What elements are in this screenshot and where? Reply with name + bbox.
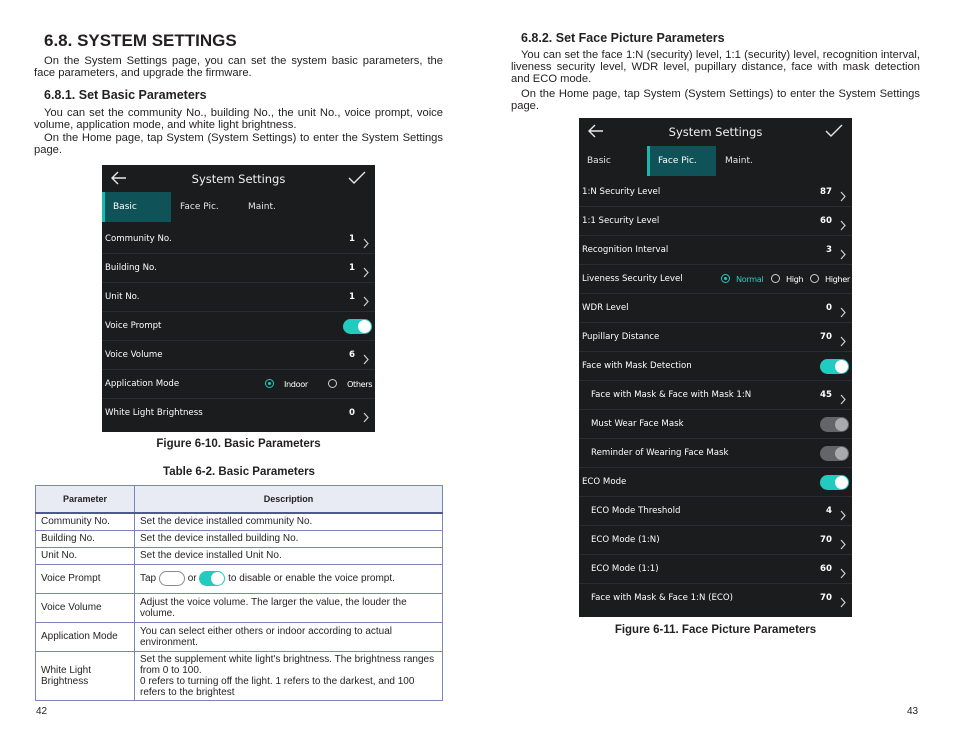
tab-face-pic[interactable]: Face Pic. [180, 202, 219, 212]
row-liveness-security-level: Liveness Security Level Normal High Higher [579, 265, 852, 294]
tab-maint[interactable]: Maint. [725, 156, 753, 166]
row-face-with-mask-detection: Face with Mask Detection [579, 352, 852, 381]
chevron-right-icon [362, 350, 370, 369]
radio-others[interactable] [328, 379, 337, 388]
table-row: Voice Volume Adjust the voice volume. The larger the value, the louder the volume. [36, 593, 443, 622]
toggle-on-icon [199, 571, 225, 586]
chevron-right-icon [839, 332, 847, 351]
chevron-right-icon [362, 234, 370, 253]
row-wdr-level[interactable]: WDR Level 0 [579, 294, 852, 323]
row-face-mask-1n-eco[interactable]: Face with Mask & Face 1:N (ECO) 70 [579, 584, 852, 613]
row-reminder-wearing-mask: Reminder of Wearing Face Mask [579, 439, 852, 468]
row-pupillary-distance[interactable]: Pupillary Distance 70 [579, 323, 852, 352]
radio-higher[interactable] [810, 274, 819, 283]
chevron-right-icon [839, 216, 847, 235]
table-row: Community No. Set the device installed community No. [36, 513, 443, 530]
tab-basic[interactable]: Basic [587, 156, 611, 166]
intro-paragraph: On the System Settings page, you can set the system basic parameters, the face parameters, and upgrade the firmware. [34, 55, 443, 79]
paragraph-basic-1: You can set the community No., building No., the unit No., voice prompt, voice volume, application mode, and white light brightness. [34, 107, 443, 131]
face-mask-detection-toggle[interactable] [820, 359, 849, 374]
page-number-left: 42 [36, 706, 48, 717]
tab-face-pic[interactable]: Face Pic. [647, 146, 716, 176]
radio-high[interactable] [771, 274, 780, 283]
row-eco-mode-1n[interactable]: ECO Mode (1:N) 70 [579, 526, 852, 555]
checkmark-icon[interactable] [347, 170, 367, 190]
table-row: Application Mode You can select either others or indoor according to actual environment. [36, 622, 443, 651]
chevron-right-icon [839, 303, 847, 322]
row-unit-no[interactable]: Unit No. 1 [102, 283, 375, 312]
radio-indoor[interactable] [265, 379, 274, 388]
row-community-no[interactable]: Community No. 1 [102, 225, 375, 254]
subsection-heading: 6.8.1. Set Basic Parameters [44, 88, 207, 102]
row-building-no[interactable]: Building No. 1 [102, 254, 375, 283]
chevron-right-icon [839, 245, 847, 264]
voice-prompt-toggle[interactable] [343, 319, 372, 334]
row-eco-mode-threshold[interactable]: ECO Mode Threshold 4 [579, 497, 852, 526]
radio-normal[interactable] [721, 274, 730, 283]
row-eco-mode-11[interactable]: ECO Mode (1:1) 60 [579, 555, 852, 584]
basic-settings-screen [102, 165, 375, 432]
column-header-description: Description [135, 486, 443, 514]
paragraph-basic-2: On the Home page, tap System (System Settings) to enter the System Settings page. [34, 132, 443, 156]
section-heading: 6.8. SYSTEM SETTINGS [44, 31, 237, 50]
chevron-right-icon [839, 535, 847, 554]
chevron-right-icon [362, 263, 370, 282]
must-wear-mask-toggle[interactable] [820, 417, 849, 432]
screen-header [102, 165, 375, 195]
screen-header [579, 118, 852, 148]
chevron-right-icon [839, 187, 847, 206]
checkmark-icon[interactable] [824, 123, 844, 143]
row-recognition-interval[interactable]: Recognition Interval 3 [579, 236, 852, 265]
row-1n-security-level[interactable]: 1:N Security Level 87 [579, 178, 852, 207]
table-row: Voice Prompt Tap or to disable or enable the voice prompt. [36, 564, 443, 593]
chevron-right-icon [839, 390, 847, 409]
row-11-security-level[interactable]: 1:1 Security Level 60 [579, 207, 852, 236]
subsection-heading-face: 6.8.2. Set Face Picture Parameters [521, 31, 725, 45]
toggle-off-icon [159, 571, 185, 586]
basic-parameters-table [35, 485, 443, 701]
paragraph-face-2: On the Home page, tap System (System Settings) to enter the System Settings page. [511, 88, 920, 112]
eco-mode-toggle[interactable] [820, 475, 849, 490]
row-must-wear-face-mask: Must Wear Face Mask [579, 410, 852, 439]
face-picture-settings-screen [579, 118, 852, 617]
chevron-right-icon [362, 408, 370, 427]
tab-maint[interactable]: Maint. [248, 202, 276, 212]
screen-title: System Settings [668, 125, 763, 139]
paragraph-face-1: You can set the face 1:N (security) level, 1:1 (security) level, recognition interval, liveness security level, WDR level, pupillary distance, face with mask detection and ECO mode. [511, 49, 920, 85]
tab-basic[interactable]: Basic [102, 192, 171, 222]
chevron-right-icon [839, 506, 847, 525]
row-eco-mode: ECO Mode [579, 468, 852, 497]
table-row: Building No. Set the device installed building No. [36, 530, 443, 547]
row-face-mask-1n[interactable]: Face with Mask & Face with Mask 1:N 45 [579, 381, 852, 410]
table-caption: Table 6-2. Basic Parameters [163, 466, 315, 478]
tab-bar [102, 192, 375, 222]
row-voice-prompt: Voice Prompt [102, 312, 375, 341]
row-white-light-brightness[interactable]: White Light Brightness 0 [102, 399, 375, 428]
tab-bar [579, 146, 852, 176]
screen-title: System Settings [191, 172, 286, 186]
chevron-right-icon [362, 292, 370, 311]
table-row: Unit No. Set the device installed Unit No. [36, 547, 443, 564]
column-header-parameter: Parameter [36, 486, 135, 514]
row-application-mode: Application Mode Indoor Others [102, 370, 375, 399]
figure-caption-basic: Figure 6-10. Basic Parameters [156, 438, 321, 450]
page-number-right: 43 [907, 706, 919, 717]
table-row: White Light Brightness Set the supplement white light's brightness. The brightness ranges from 0 to 100. 0 refers to turning off the light. 1 refers to the darkest, and 100 refers to the brightest [36, 651, 443, 700]
row-voice-volume[interactable]: Voice Volume 6 [102, 341, 375, 370]
mask-reminder-toggle[interactable] [820, 446, 849, 461]
figure-caption-face: Figure 6-11. Face Picture Parameters [614, 624, 817, 636]
chevron-right-icon [839, 564, 847, 583]
chevron-right-icon [839, 593, 847, 612]
